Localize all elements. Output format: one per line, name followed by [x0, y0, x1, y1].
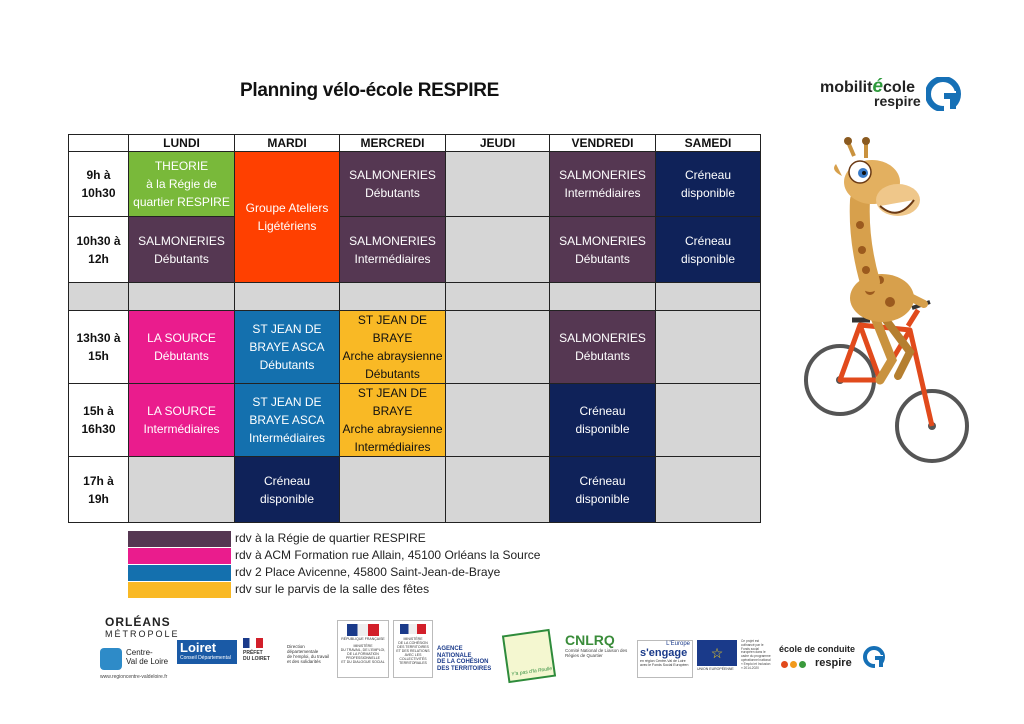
- respire-logo-icon: [926, 77, 962, 111]
- cnlrq-logo: CNLRQ Comité National de Liaison des Régies de Quartier: [565, 632, 628, 658]
- break-samedi: [656, 283, 761, 311]
- anct-logo: AGENCE NATIONALE DE LA COHÉSION DES TERRITOIRES: [437, 646, 492, 672]
- loiret-logo: Loiret Conseil Départemental: [177, 640, 237, 664]
- cell-lundi-2: SALMONERIES Débutants: [129, 217, 235, 283]
- cell-vendredi-1: SALMONERIES Intermédiaires: [550, 152, 656, 217]
- cell-samedi-5: [656, 457, 761, 523]
- giraffe-cyclist-illustration: [800, 130, 985, 475]
- header-row: [69, 135, 761, 152]
- schedule-table: [68, 134, 761, 523]
- cell-samedi-1: Créneau disponible: [656, 152, 761, 217]
- cell-lundi-3: LA SOURCE Débutants: [129, 311, 235, 384]
- cell-jeudi-2: [446, 217, 550, 283]
- cell-samedi-2: Créneau disponible: [656, 217, 761, 283]
- cell-lundi-4: LA SOURCE Intermédiaires: [129, 384, 235, 457]
- republique-francaise-logo: RÉPUBLIQUE FRANÇAISE MINISTÈRE DU TRAVAIL, DE L'EMPLOI, DE LA FORMATION PROFESSIONNELLE ET DU DIALOGUE SOCIAL: [337, 620, 389, 678]
- break-lundi: [129, 283, 235, 311]
- day-vendredi: VENDREDI: [550, 135, 656, 152]
- day-mardi: MARDI: [235, 135, 340, 152]
- legend-swatch-yellow: [128, 582, 231, 598]
- day-jeudi: JEUDI: [446, 135, 550, 152]
- cell-vendredi-4: Créneau disponible: [550, 384, 656, 457]
- eu-flag-icon: ☆: [697, 640, 737, 666]
- legend-swatch-purple: [128, 531, 231, 547]
- cell-jeudi-1: [446, 152, 550, 217]
- break-mardi: [235, 283, 340, 311]
- break-time: [69, 283, 129, 311]
- time-slot-1: 9h à 10h30: [69, 152, 129, 217]
- cell-lundi-1: THEORIE à la Régie de quartier RESPIRE: [129, 152, 235, 217]
- mobilitecole-logo: [820, 76, 965, 112]
- break-mercredi: [340, 283, 446, 311]
- day-mercredi: MERCREDI: [340, 135, 446, 152]
- legend-text: rdv 2 Place Avicenne, 45800 Saint-Jean-de-Braye: [235, 565, 501, 579]
- time-slot-2: 10h30 à 12h: [69, 217, 129, 283]
- slot-row-3: [69, 311, 761, 384]
- union-europeenne-logo: ☆ UNION EUROPÉENNE: [697, 640, 737, 671]
- europe-engage-logo: L'Europe s'engage en région Centre-Val de Loire avec le Fonds Social Européen: [637, 640, 693, 678]
- cell-lundi-5: [129, 457, 235, 523]
- break-vendredi: [550, 283, 656, 311]
- time-slot-3: 13h30 à 15h: [69, 311, 129, 384]
- cell-jeudi-4: [446, 384, 550, 457]
- cell-mercredi-5: [340, 457, 446, 523]
- day-lundi: LUNDI: [129, 135, 235, 152]
- cell-mardi-4: ST JEAN DE BRAYE ASCA Intermédiaires: [235, 384, 340, 457]
- day-samedi: SAMEDI: [656, 135, 761, 152]
- ddets-logo: Direction départementale de l'emploi, du travail et des solidarités: [287, 644, 330, 664]
- cell-vendredi-2: SALMONERIES Débutants: [550, 217, 656, 283]
- legend-swatch-pink: [128, 548, 231, 564]
- cell-mercredi-1: SALMONERIES Débutants: [340, 152, 446, 217]
- lunch-break-row: [69, 283, 761, 311]
- velo-association-logo: Y'a pas d'la Roulle: [502, 629, 556, 683]
- legend-text: rdv sur le parvis de la salle des fêtes: [235, 582, 430, 596]
- slot-row-5: [69, 457, 761, 523]
- corner-cell: [69, 135, 129, 152]
- page-title: Planning vélo-école RESPIRE: [240, 80, 500, 101]
- cell-vendredi-3: SALMONERIES Débutants: [550, 311, 656, 384]
- cell-samedi-4: [656, 384, 761, 457]
- cell-mardi-1-2: Groupe Ateliers Ligétériens: [235, 152, 340, 283]
- ecole-conduite-logo: école de conduite respire: [779, 644, 889, 674]
- ministere-cohesion-logo: MINISTÈRE DE LA COHÉSION DES TERRITOIRES ET DES RELATIONS AVEC LES COLLECTIVITÉS TERRITORIALES: [393, 620, 433, 678]
- cell-jeudi-3: [446, 311, 550, 384]
- brand-text-a: mobilit: [820, 79, 873, 96]
- cell-mardi-5: Créneau disponible: [235, 457, 340, 523]
- break-jeudi: [446, 283, 550, 311]
- partner-logos: [95, 610, 895, 685]
- cell-samedi-3: [656, 311, 761, 384]
- fse-text: Ce projet est cofinancé par le Fonds social européen dans le cadre du programme opérationnel national « Emploi et Inclusion » 2014-2020: [741, 639, 771, 670]
- slot-row-4: [69, 384, 761, 457]
- brand-text-b: cole: [883, 79, 916, 96]
- cell-mercredi-2: SALMONERIES Intermédiaires: [340, 217, 446, 283]
- legend-text: rdv à la Régie de quartier RESPIRE: [235, 531, 426, 545]
- cell-mercredi-3: ST JEAN DE BRAYE Arche abraysienne Débutants: [340, 311, 446, 384]
- brand-respire: respire: [874, 93, 921, 109]
- legend-text: rdv à ACM Formation rue Allain, 45100 Orléans la Source: [235, 548, 541, 562]
- slot-row-1: [69, 152, 761, 217]
- respire-small-logo-icon: [863, 646, 885, 668]
- cell-mercredi-4: ST JEAN DE BRAYE Arche abraysienne Intermédiaires: [340, 384, 446, 457]
- cell-jeudi-5: [446, 457, 550, 523]
- orleans-metropole-logo: ORLÉANS MÉTROPOLE: [105, 615, 180, 639]
- time-slot-4: 15h à 16h30: [69, 384, 129, 457]
- slot-row-2: [69, 217, 761, 283]
- cell-vendredi-5: Créneau disponible: [550, 457, 656, 523]
- time-slot-5: 17h à 19h: [69, 457, 129, 523]
- brand-text-e: é: [872, 76, 884, 97]
- prefet-loiret-logo: PRÉFET DU LOIRET: [243, 638, 277, 662]
- centre-val-de-loire-logo: Centre- Val de Loire www.regioncentre-valdeloire.fr: [100, 648, 169, 680]
- cell-mardi-3: ST JEAN DE BRAYE ASCA Débutants: [235, 311, 340, 384]
- legend-swatch-blue: [128, 565, 231, 581]
